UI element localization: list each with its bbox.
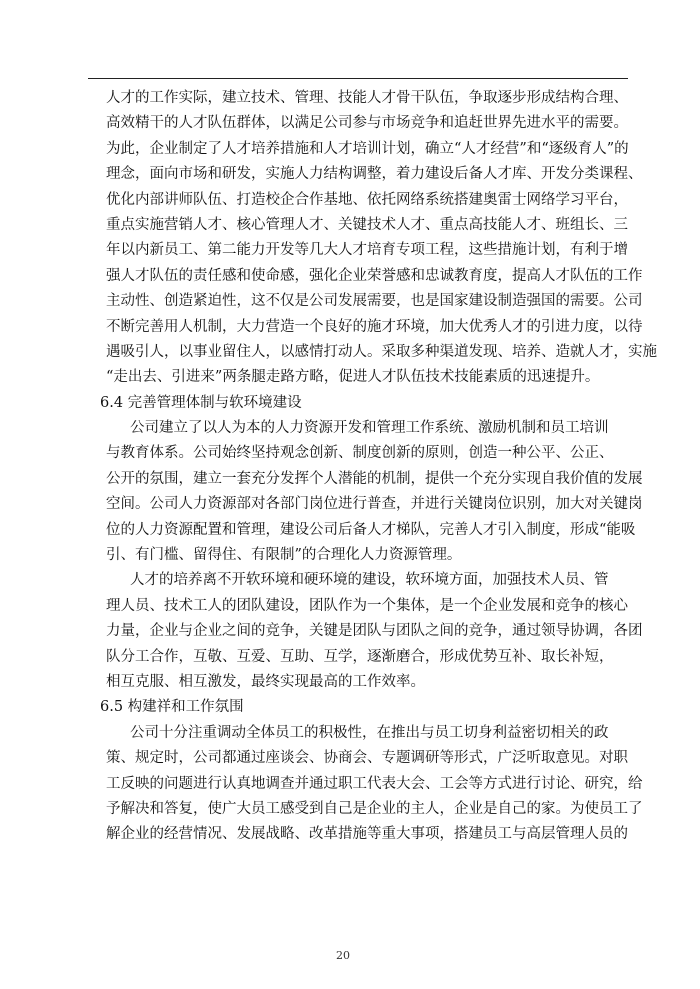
text-line: 与教育体系。公司始终坚持观念创新、制度创新的原则，创造一种公平、公正、 [106, 445, 614, 462]
text-line: 不断完善用人机制，大力营造一个良好的施才环境，加大优秀人才的引进力度，以待 [106, 318, 643, 335]
text-line: 理人员、技术工人的团队建设，团队作为一个集体，是一个企业发展和竞争的核心 [106, 597, 628, 614]
text-line: 策、规定时，公司都通过座谈会、协商会、专题调研等形式，广泛听取意见。对职 [106, 750, 628, 767]
text-line: 公司建立了以人为本的人力资源开发和管理工作系统、激励机制和员工培训 [130, 420, 609, 437]
text-line: 工反映的问题进行认真地调查并通过职工代表大会、工会等方式进行讨论、研究，给 [106, 775, 643, 792]
text-line: 遇吸引人，以事业留住人，以感情打动人。采取多种渠道发现、培养、造就人才，实施 [106, 343, 657, 360]
text-line: 人才的培养离不开软环境和硬环境的建设，软环境方面，加强技术人员、管 [130, 572, 609, 589]
header-rule [88, 78, 628, 79]
paragraph [106, 568, 643, 695]
section-heading: 6.4 完善管理体制与软环境建设 [100, 394, 302, 411]
text-line: 主动性、创造紧迫性，这不仅是公司发展需要，也是国家建设制造强国的需要。公司 [106, 293, 643, 310]
paragraph [106, 416, 643, 568]
page-number: 20 [336, 949, 350, 962]
text-line: 空间。公司人力资源部对各部门岗位进行普查，并进行关键岗位识别，加大对关键岗 [106, 496, 643, 513]
text-line: 高效精干的人才队伍群体，以满足公司参与市场竞争和追赶世界先进水平的需要。 [106, 115, 628, 132]
paragraph [106, 721, 643, 848]
text-line: 解企业的经营情况、发展战略、改革措施等重大事项，搭建员工与高层管理人员的 [106, 826, 628, 843]
text-line: 优化内部讲师队伍、打造校企合作基地、依托网络系统搭建奥雷士网络学习平台， [106, 191, 628, 208]
text-line: 人才的工作实际，建立技术、管理、技能人才骨干队伍，争取逐步形成结构合理、 [106, 90, 628, 106]
text-line: 引、有门槛、留得住、有限制”的合理化人力资源管理。 [106, 547, 462, 564]
text-line: 重点实施营销人才、核心管理人才、关键技术人才、重点高技能人才、班组长、三 [106, 216, 628, 233]
page-content [100, 86, 657, 848]
text-line: 予解决和答复，使广大员工感受到自己是企业的主人，企业是自己的家。为使员工了 [106, 800, 643, 817]
text-line: “走出去、引进来”两条腿走路方略，促进人才队伍技术技能素质的迅速提升。 [106, 369, 600, 386]
text-line: 理念，面向市场和研发，实施人力结构调整，着力建设后备人才库、开发分类课程、 [106, 166, 643, 183]
text-line: 为此，企业制定了人才培养措施和人才培训计划，确立“人才经营”和“逐级育人”的 [106, 140, 629, 157]
text-line: 公开的氛围，建立一套充分发挥个人潜能的机制，提供一个充分实现自我价值的发展 [106, 470, 643, 487]
text-line: 位的人力资源配置和管理，建设公司后备人才梯队，完善人才引入制度，形成“能吸 [106, 521, 636, 538]
text-line: 队分工合作，互敬、互爱、互助、互学，逐渐磨合，形成优势互补、取长补短， [106, 648, 614, 665]
text-line: 公司十分注重调动全体员工的积极性，在推出与员工切身利益密切相关的政 [130, 724, 609, 741]
text-line: 强人才队伍的责任感和使命感，强化企业荣誉感和忠诚教育度，提高人才队伍的工作 [106, 267, 643, 284]
paragraph [106, 86, 657, 391]
section-heading: 6.5 构建祥和工作氛围 [100, 699, 244, 716]
text-line: 力量，企业与企业之间的竞争，关键是团队与团队之间的竞争，通过领导协调，各团 [106, 623, 643, 640]
text-line: 年以内新员工、第二能力开发等几大人才培育专项工程，这些措施计划，有利于增 [106, 242, 628, 259]
text-line: 相互克服、相互激发，最终实现最高的工作效率。 [106, 673, 425, 690]
